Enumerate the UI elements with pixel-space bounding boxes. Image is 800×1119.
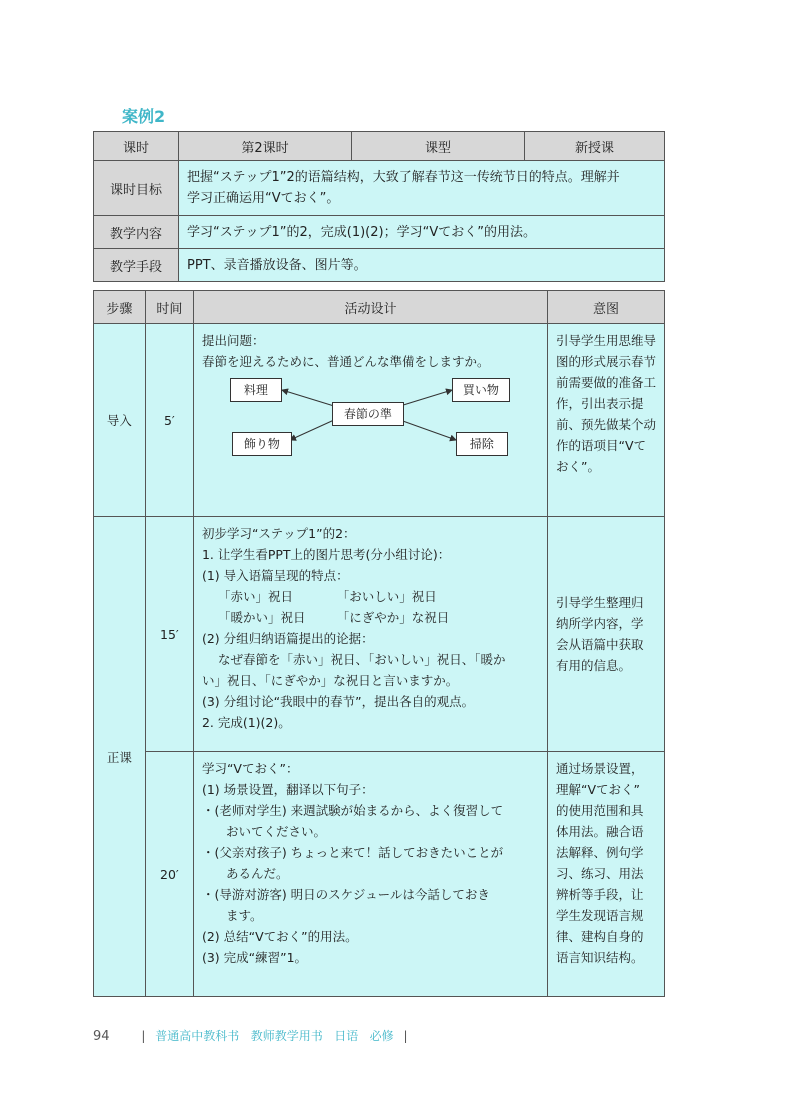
mind-map-diagram: [230, 378, 510, 458]
header-time: 时间: [145, 291, 193, 324]
intro-activity: [193, 324, 547, 517]
activity-line: 「暖かい」祝日 「にぎやか」な祝日: [217, 610, 450, 625]
intro-line-1: 提出问题：: [201, 333, 265, 348]
goal-line-2: 学习正确运用“Vておく”。: [187, 191, 340, 206]
activity-line: (1) 导入语篇呈现的特点：: [201, 568, 349, 583]
content-value: 学习“ステップ1”的2，完成(1)(2)；学习“Vておく”的用法。: [179, 216, 665, 249]
header-type: 课型: [352, 132, 525, 161]
goal-value: [179, 161, 665, 216]
intro-intent-line: 引导学生用思维导: [555, 333, 656, 348]
footer-volume: 必修: [369, 1029, 394, 1043]
activity-line: 「赤い」祝日 「おいしい」祝日: [217, 589, 437, 604]
content-row: [94, 216, 665, 249]
intro-intent-line: 图的形式展示春节: [555, 354, 656, 369]
info-header-row: [94, 132, 665, 161]
footer-subject: 日语: [334, 1029, 359, 1043]
lesson-info-table: [93, 131, 665, 282]
goal-line-1: 把握“ステップ1”2的语篇结构，大致了解春节这一传统节日的特点。理解并: [187, 170, 620, 185]
intro-time: 5′: [145, 324, 193, 517]
main-step: 正课: [94, 517, 146, 997]
header-type-value: 新授课: [525, 132, 665, 161]
content-label: 教学内容: [94, 216, 179, 249]
case-title: 案例2: [122, 107, 166, 126]
intent-line: 学生发现语言规: [555, 908, 644, 923]
activity-line: ・(老师对学生) 来週試験が始まるから、よく復習して: [201, 803, 504, 818]
header-lesson-number: 第2课时: [179, 132, 352, 161]
intent-line: 体用法。融合语: [555, 824, 644, 839]
intro-line-2: 春節を迎えるために、普通どんな準備をしますか。: [201, 354, 490, 369]
main-intent-1: [547, 517, 664, 752]
main-time-1: 15′: [145, 517, 193, 752]
page-number: 94: [93, 1029, 110, 1044]
footer-divider: |: [141, 1029, 146, 1043]
means-value: PPT、录音播放设备、图片等。: [179, 249, 665, 282]
activity-line: (3) 完成“練習”1。: [201, 950, 308, 965]
node-center: 春節の準: [332, 402, 404, 426]
activity-line: 1. 让学生看PPT上的图片思考(分小组讨论)：: [201, 547, 451, 562]
activity-line: ・(导游对游客) 明日のスケジュールは今話しておき: [201, 887, 490, 902]
node-cleaning: 掃除: [456, 432, 508, 456]
main-row-2: [94, 752, 665, 997]
main-time-2: 20′: [145, 752, 193, 997]
activity-line: あるんだ。: [225, 866, 289, 881]
means-row: [94, 249, 665, 282]
intro-step: 导入: [94, 324, 146, 517]
activity-line: (2) 总结“Vておく”的用法。: [201, 929, 358, 944]
activity-table: [93, 290, 665, 997]
node-shopping: 買い物: [452, 378, 510, 402]
intent-line: 语言知识结构。: [555, 950, 644, 965]
activity-line: 初步学习“ステップ1”的2：: [201, 526, 356, 541]
intent-line: 律、建构自身的: [555, 929, 644, 944]
header-design: 活动设计: [193, 291, 547, 324]
intent-line: 会从语篇中获取: [555, 637, 644, 652]
activity-line: (2) 分组归纳语篇提出的论据：: [201, 631, 374, 646]
activity-line: (1) 场景设置，翻译以下句子：: [201, 782, 374, 797]
intro-row: [94, 324, 665, 517]
activity-line: い」祝日、「にぎやか」な祝日と言いますか。: [201, 673, 459, 688]
intro-intent-line: 前需要做的准备工: [555, 375, 656, 390]
main-row-1: [94, 517, 665, 752]
intro-intent-line: 作，引出表示提: [555, 396, 644, 411]
activity-line: なぜ春節を「赤い」祝日、「おいしい」祝日、「暖か: [217, 652, 506, 667]
main-intent-2: [547, 752, 664, 997]
header-intent: 意图: [547, 291, 664, 324]
footer-book: 普通高中教科书: [155, 1029, 240, 1043]
activity-line: ます。: [225, 908, 263, 923]
node-cooking: 料理: [230, 378, 282, 402]
footer-divider: |: [403, 1029, 408, 1043]
intent-line: 通过场景设置，: [555, 761, 644, 776]
header-step: 步骤: [94, 291, 146, 324]
activity-line: (3) 分组讨论“我眼中的春节”，提出各自的观点。: [201, 694, 475, 709]
intent-line: 有用的信息。: [555, 658, 631, 673]
header-lesson: 课时: [94, 132, 179, 161]
node-decorations: 飾り物: [232, 432, 292, 456]
activity-line: おいてください。: [225, 824, 326, 839]
activity-line: 2. 完成(1)(2)。: [201, 715, 291, 730]
intro-intent: [547, 324, 664, 517]
goal-row: [94, 161, 665, 216]
intent-line: 的使用范围和具: [555, 803, 644, 818]
intent-line: 法解释、例句学: [555, 845, 644, 860]
intro-intent-line: 作的语项目“Vて: [555, 438, 647, 453]
intent-line: 辨析等手段，让: [555, 887, 644, 902]
intent-line: 纳所学内容，学: [555, 616, 644, 631]
main-activity-1: [193, 517, 547, 752]
activity-line: 学习“Vておく”：: [201, 761, 299, 776]
intro-intent-line: 前、预先做某个动: [555, 417, 656, 432]
intent-line: 引导学生整理归: [555, 595, 644, 610]
intent-line: 理解“Vておく”: [555, 782, 640, 797]
main-activity-2: [193, 752, 547, 997]
page-footer: [93, 1027, 414, 1044]
steps-header-row: [94, 291, 665, 324]
intent-line: 习、练习、用法: [555, 866, 644, 881]
intro-intent-line: おく”。: [555, 459, 600, 474]
footer-type: 教师教学用书: [250, 1029, 323, 1043]
means-label: 教学手段: [94, 249, 179, 282]
activity-line: ・(父亲对孩子) ちょっと来て！話しておきたいことが: [201, 845, 504, 860]
goal-label: 课时目标: [94, 161, 179, 216]
